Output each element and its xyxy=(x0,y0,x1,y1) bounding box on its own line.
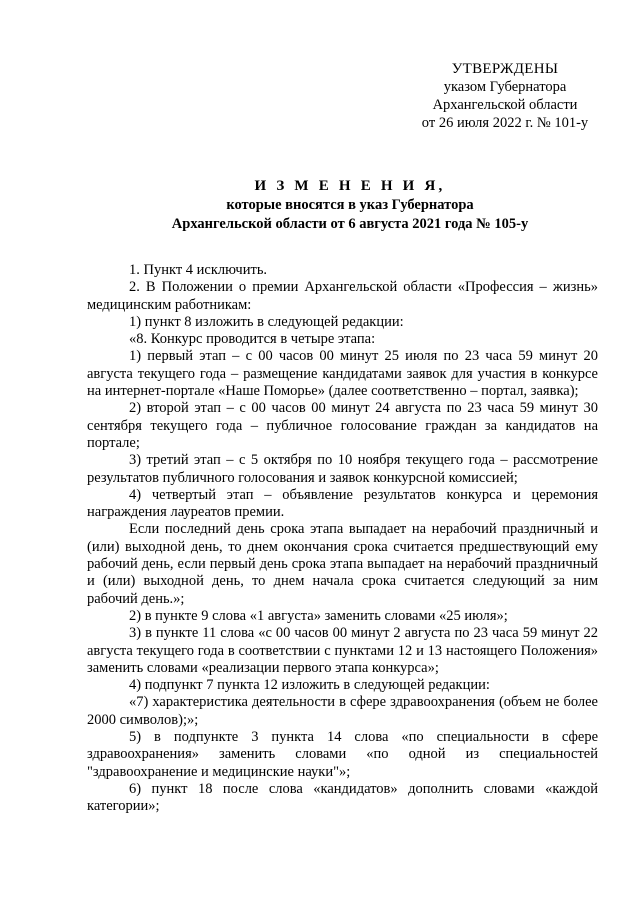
approval-line: указом Губернатора xyxy=(443,79,567,95)
heading-title: И З М Е Н Е Н И Я, xyxy=(254,178,446,194)
paragraph: 1) первый этап – с 00 часов 00 минут 25 июля по 23 часа 59 минут 20 августа текущего года – размещение кандидатами заявок для участия в конкурсе на интернет-портале «Наше Поморье» (далее соответственно – портал, заявка); xyxy=(87,348,598,400)
paragraph: «8. Конкурс проводится в четыре этапа: xyxy=(129,331,376,348)
paragraph: 4) четвертый этап – объявление результатов конкурса и церемония награждения лауреатов премии. xyxy=(87,486,598,521)
paragraph: Если последний день срока этапа выпадает на нерабочий праздничный и (или) выходной день, то днем окончания срока считается предшествующий ему рабочий день, если первый день срока этапа выпадает на нерабочий праздничный и (или) выходной день, то днем начала срока считается следующий за ним рабочий день.»; xyxy=(87,521,598,607)
document-body xyxy=(87,262,598,816)
paragraph: 2) второй этап – с 00 часов 00 минут 24 августа по 23 часа 59 минут 30 сентября текущего года – публичное голосование граждан за кандидатов на портале; xyxy=(87,400,598,451)
paragraph: 2. В Положении о премии Архангельской области «Профессия – жизнь» медицинским работникам: xyxy=(87,279,598,313)
paragraph: 4) подпункт 7 пункта 12 изложить в следующей редакции: xyxy=(129,677,490,694)
heading-subtitle-line: Архангельской области от 6 августа 2021 года № 105-у xyxy=(171,216,529,232)
heading-subtitle-line: которые вносятся в указ Губернатора xyxy=(226,197,474,213)
approval-line: Архангельской области xyxy=(432,97,578,113)
paragraph: 3) третий этап – с 5 октября по 10 ноября текущего года – рассмотрение результатов публичного голосования и заявок конкурсной комиссией; xyxy=(87,452,598,486)
approval-line: от 26 июля 2022 г. № 101-у xyxy=(421,115,589,131)
paragraph: 6) пункт 18 после слова «кандидатов» дополнить словами «каждой категории»; xyxy=(87,780,598,815)
approval-title: УТВЕРЖДЕНЫ xyxy=(451,61,559,77)
paragraph: 1) пункт 8 изложить в следующей редакции: xyxy=(129,313,404,330)
paragraph: «7) характеристика деятельности в сфере здравоохранения (объем не более 2000 символов);»; xyxy=(87,694,598,728)
paragraph: 2) в пункте 9 слова «1 августа» заменить словами «25 июля»; xyxy=(129,607,508,624)
paragraph: 5) в подпункте 3 пункта 14 слова «по специальности в сфере здравоохранения» заменить словами «по одной из специальностей "здравоохранение и медицинские науки"»; xyxy=(87,729,598,780)
paragraph: 3) в пункте 11 слова «с 00 часов 00 минут 2 августа по 23 часа 59 минут 22 августа текущего года в соответствии с пунктами 12 и 13 настоящего Положения» заменить словами «реализации первого этапа конкурса»; xyxy=(87,625,598,676)
paragraph: 1. Пункт 4 исключить. xyxy=(129,262,268,278)
approval-stamp xyxy=(395,60,615,132)
document-heading xyxy=(100,177,600,234)
